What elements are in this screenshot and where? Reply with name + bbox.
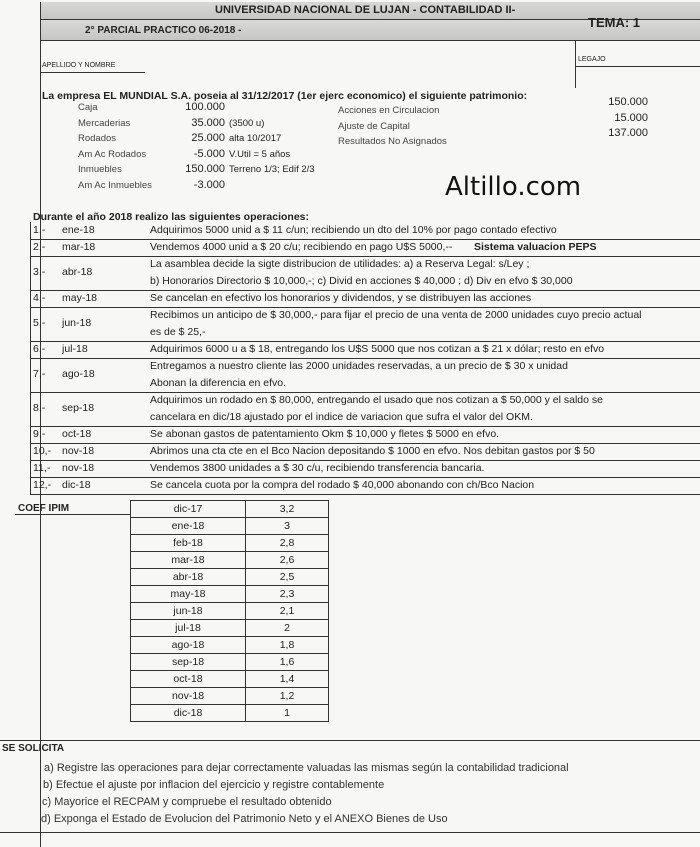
coef-value: 2,5 [246,569,329,586]
row-divider [30,307,700,308]
asset-value: -5.000 [193,147,225,160]
asset-label: Mercaderias [78,117,131,129]
coef-value: 1,2 [246,688,329,705]
solicita-bottom-line [0,832,700,833]
solicita-item: a) Registre las operaciones para dejar correctamente valuadas las mismas según la contabilidad tradicional [44,762,569,774]
solicita-item: b) Efectue el ajuste por inflacion del ejercicio y registre contablemente [43,779,385,791]
equity-label: Resultados No Asignados [338,136,447,147]
operation-text: La asamblea decide la sigte distribucion de utilidades: a) a Reserva Legal: s/Ley ; [150,258,530,270]
coef-row [131,671,329,688]
coef-month: nov-18 [131,688,246,705]
row-divider [30,494,700,495]
operation-month: jun-18 [62,317,92,329]
coef-month: ago-18 [131,637,246,654]
operation-number: 6,- [33,342,46,355]
intro-text: La empresa EL MUNDIAL S.A. poseia al 31/12/2017 (1er ejerc economico) el siguiente patrimonio: [42,90,528,102]
asset-value: 25.000 [191,132,225,144]
equity-value: 15.000 [614,111,648,124]
coef-row [131,654,329,671]
coef-month: dic-18 [131,705,246,722]
row-divider [30,426,700,427]
legajo-underline [575,66,700,67]
solicita-top-line [0,740,700,741]
coef-value: 1,8 [246,637,329,654]
operation-text: b) Honorarios Directorio $ 10,000,-; c) Divid en acciones $ 40,000 ; d) Div en efvo $ 30,000 [150,275,573,287]
coef-title: COEF IPIM [18,503,70,514]
operation-number: 1,- [33,223,46,236]
equity-label: Acciones en Circulacion [338,105,440,116]
coef-ipim-table [130,500,329,722]
operation-text: Adquirimos 5000 unid a $ 11 c/un; recibiendo un dto del 10% por pago contado efectivo [150,224,557,236]
asset-label: Caja [78,102,98,113]
operation-text: es de $ 25,- [150,326,206,338]
operation-month: mar-18 [62,240,96,253]
coef-value: 3,2 [246,501,329,518]
coef-value: 3 [246,518,329,535]
legajo-border [575,40,576,88]
coef-month: ene-18 [131,518,246,535]
coef-value: 2,8 [246,535,329,552]
coef-row [131,552,329,569]
asset-value: 35.000 [191,116,225,129]
coef-row [131,518,329,535]
equity-value: 150.000 [608,96,648,108]
row-divider [30,358,700,359]
asset-value: -3.000 [193,178,225,191]
operation-month: oct-18 [62,427,92,440]
coef-value: 2,6 [246,552,329,569]
coef-month: jul-18 [131,620,246,637]
asset-label: Am Ac Inmuebles [78,179,152,191]
coef-row [131,637,329,654]
row-divider [30,239,700,240]
operation-number: 11,- [33,461,51,474]
coef-row [131,501,329,518]
row-divider [30,290,700,291]
operation-number: 8,- [33,402,46,414]
operation-month: abr-18 [62,266,93,278]
solicita-title: SE SOLICITA [2,743,65,754]
coef-value: 1 [246,705,329,722]
coef-row [131,705,329,722]
operation-text: Recibimos un anticipo de $ 30,000,- para fijar el precio de una venta de 2000 unidades cuyo precio actual [150,309,642,321]
operation-number: 7,- [33,368,46,380]
operation-text: Abrimos una cta cte en el Bco Nacion depositando $ 1000 en efvo. Nos debitan gastos por $ 50 [150,445,595,457]
coef-row [131,586,329,603]
operation-month: nov-18 [62,461,95,474]
coef-row [131,620,329,637]
operation-number: 2,- [33,240,46,253]
operation-month: nov-18 [62,444,95,457]
operation-month: dic-18 [62,478,91,491]
operation-number: 5,- [33,317,46,329]
asset-note: (3500 u) [229,117,265,129]
row-divider [30,443,700,444]
coef-value: 2,3 [246,586,329,603]
equity-value: 137.000 [608,127,648,139]
operation-text: Entregamos a nuestro cliente las 2000 unidades reservadas, a un precio de $ 30 x unidad [150,360,568,372]
coef-row [131,535,329,552]
coef-month: jun-18 [131,603,246,620]
row-divider [30,460,700,461]
operation-text: Vendemos 3800 unidades a $ 30 c/u, recibiendo transferencia bancaria. [150,462,485,474]
coef-month: may-18 [131,586,246,603]
coef-month: mar-18 [131,552,246,569]
coef-month: dic-17 [131,501,246,518]
operation-number: 10,- [33,444,52,457]
asset-value: 100.000 [185,101,225,113]
asset-value: 150.000 [185,163,225,175]
asset-label: Inmuebles [78,164,122,175]
operation-text: Adquirimos un rodado en $ 80,000, entregando el usado que nos cotizan a $ 50,000 y el saldo se [150,394,603,406]
coef-month: oct-18 [131,671,246,688]
coef-row [131,569,329,586]
row-divider [30,341,700,342]
legajo-label: LEGAJO [578,56,606,63]
coef-row [131,688,329,705]
solicita-item: d) Exponga el Estado de Evolucion del Patrimonio Neto y el ANEXO Bienes de Uso [41,813,448,825]
operation-text: Abonan la diferencia en efvo. [150,377,287,389]
operation-month: may-18 [62,291,98,304]
solicita-item: c) Mayorice el RECPAM y compruebe el resultado obtenido [42,796,332,808]
operation-text: Adquirimos 6000 u a $ 18, entregando los U$S 5000 que nos cotizan a $ 21 x dólar; resto en efvo [150,343,605,355]
name-label: APELLIDO Y NOMBRE [42,62,116,69]
operation-month: sep-18 [62,402,95,414]
coef-title-line [15,514,130,515]
operation-month: ene-18 [62,223,95,236]
watermark: Altillo.com [445,172,582,202]
university-title: UNIVERSIDAD NACIONAL DE LUJAN - CONTABILIDAD II- [215,4,516,16]
asset-note: alta 10/2017 [229,133,282,144]
coef-month: sep-18 [131,654,246,671]
operation-month: ago-18 [62,368,95,380]
operation-number: 12,- [33,478,52,491]
equity-label: Ajuste de Capital [338,120,410,132]
operation-text: cancelara en dic/18 ajustado por el indice de variacion que sufra el valor del OKM. [150,411,533,423]
coef-row [131,603,329,620]
asset-label: Am Ac Rodados [78,148,147,160]
coef-value: 1,4 [246,671,329,688]
exam-title: 2° PARCIAL PRACTICO 06-2018 - [85,25,242,36]
row-divider [30,256,700,257]
row-divider [30,477,700,478]
operations-title: Durante el año 2018 realizo las siguientes operaciones: [33,211,310,223]
operation-bold-text: Sistema valuacion PEPS [474,241,597,253]
operation-text: Se abonan gastos de patentamiento Okm $ 10,000 y fletes $ 5000 en efvo. [150,428,500,440]
asset-note: Terreno 1/3; Edif 2/3 [229,164,315,175]
operation-number: 4,- [33,291,46,304]
tema-label: TEMA: 1 [588,15,640,30]
operation-month: jul-18 [62,342,88,355]
operation-text: Vendemos 4000 unid a $ 20 c/u; recibiendo en pago U$S 5000,-- [150,241,453,253]
coef-month: abr-18 [131,569,246,586]
coef-value: 2 [246,620,329,637]
row-divider [30,392,700,393]
coef-month: feb-18 [131,535,246,552]
asset-label: Rodados [78,133,117,144]
ops-left-border [30,222,31,494]
operation-number: 3,- [33,266,46,278]
asset-note: V.Util = 5 años [229,148,291,160]
left-border [40,2,41,847]
coef-value: 2,1 [246,603,329,620]
operation-number: 9,- [33,427,46,440]
operation-text: Se cancela cuota por la compra del rodado $ 40,000 abonando con ch/Bco Nacion [150,479,535,491]
operation-text: Se cancelan en efectivo los honorarios y dividendos, y se distribuyen las acciones [150,292,532,304]
name-underline [40,72,145,73]
coef-value: 1,6 [246,654,329,671]
